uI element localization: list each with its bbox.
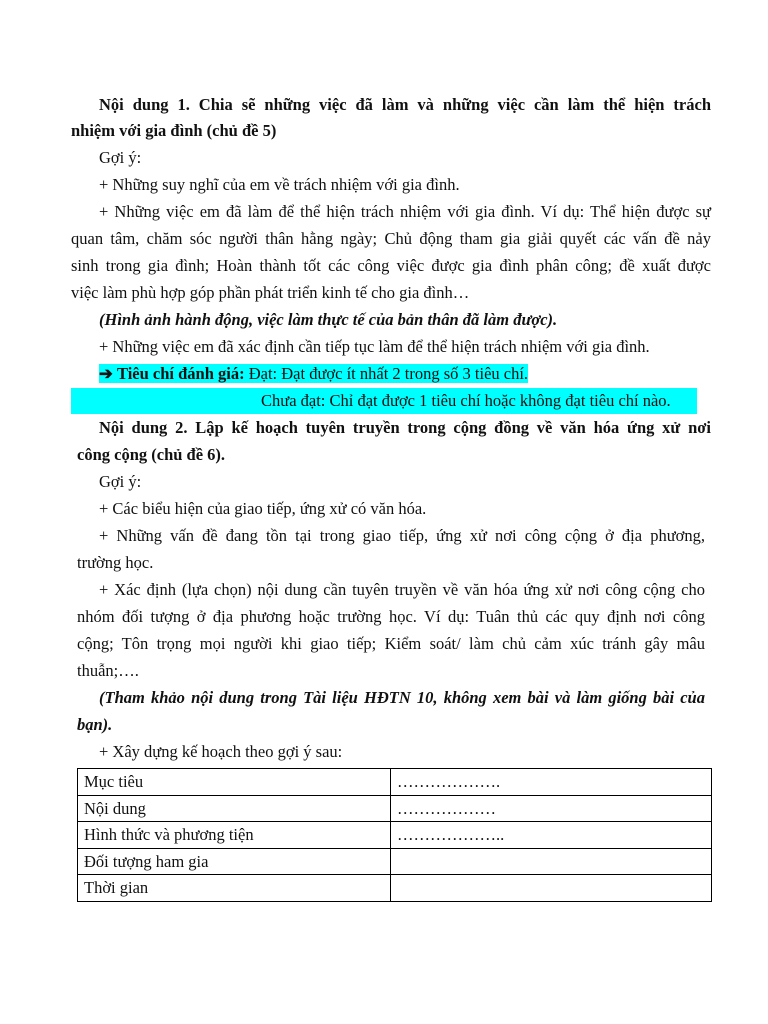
table-cell-label: Đối tượng ham gia: [78, 848, 391, 875]
section2-bullet2-line2: trường học.: [77, 553, 154, 572]
table-cell-value: [391, 848, 712, 875]
table-cell-label: Mục tiêu: [78, 769, 391, 796]
section2-bullet3-line3: cộng; Tôn trọng mọi người khi giao tiếp; Kiểm soát/ làm chủ cảm xúc tránh gây mâu: [77, 634, 705, 653]
section1-bullet2-line3: sinh trong gia đình; Hoàn thành tốt các công việc được gia đình phân công; đề xuất được: [71, 256, 711, 275]
section2-bullet3-line1: + Xác định (lựa chọn) nội dung cần tuyên truyền về văn hóa ứng xử nơi công cộng cho: [99, 580, 705, 599]
section1-bullet1: + Những suy nghĩ của em về trách nhiệm với gia đình.: [99, 175, 460, 194]
table-row: [78, 848, 712, 875]
section1-bullet2-line4: việc làm phù hợp góp phần phát triển kinh tế cho gia đình…: [71, 283, 470, 302]
section2-note-line1: (Tham khảo nội dung trong Tài liệu HĐTN 10, không xem bài và làm giống bài của: [99, 688, 705, 707]
table-row: [78, 795, 712, 822]
section2-hint-label: Gợi ý:: [99, 472, 142, 491]
table-cell-value: ………………: [391, 795, 712, 822]
section2-note-line2: bạn).: [77, 715, 113, 734]
criteria-pass: Đạt: Đạt được ít nhất 2 trong số 3 tiêu chí.: [244, 364, 529, 383]
section1-heading-line1: Nội dung 1. Chia sẽ những việc đã làm và những việc cần làm thể hiện trách: [99, 95, 711, 114]
section1-bullet3: + Những việc em đã xác định cần tiếp tục làm để thể hiện trách nhiệm với gia đình.: [99, 337, 650, 356]
section2-bullet1: + Các biểu hiện của giao tiếp, ứng xử có văn hóa.: [99, 499, 427, 518]
section2-bullet2-line1: + Những vấn đề đang tồn tại trong giao tiếp, ứng xử nơi công cộng ở địa phương,: [99, 526, 705, 545]
section2-bullet3-line4: thuẫn;….: [77, 661, 139, 680]
table-cell-label: Hình thức và phương tiện: [78, 822, 391, 849]
section1-bullet2-line2: quan tâm, chăm sóc người thân hằng ngày; Chủ động tham gia giải quyết các vấn đề nảy: [71, 229, 711, 248]
section2-bullet3-line2: nhóm đối tượng ở địa phương hoặc trường học. Ví dụ: Tuân thủ các quy định nơi công: [77, 607, 705, 626]
section1-note: (Hình ảnh hành động, việc làm thực tế của bản thân đã làm được).: [99, 310, 558, 329]
table-row: [78, 875, 712, 902]
section2-heading-line1: Nội dung 2. Lập kế hoạch tuyên truyền trong cộng đồng về văn hóa ứng xử nơi: [99, 418, 711, 437]
section2-plan-intro: + Xây dựng kế hoạch theo gợi ý sau:: [99, 742, 343, 761]
criteria-row: [99, 361, 528, 387]
table-cell-label: Thời gian: [78, 875, 391, 902]
table-cell-value: [391, 875, 712, 902]
table-cell-value: ………………..: [391, 822, 712, 849]
section1-bullet2-line1: + Những việc em đã làm để thể hiện trách nhiệm với gia đình. Ví dụ: Thể hiện được sự: [99, 202, 711, 221]
table-cell-value: ……………….: [391, 769, 712, 796]
criteria-fail: Chưa đạt: Chỉ đạt được 1 tiêu chí hoặc không đạt tiêu chí nào.: [261, 391, 671, 410]
criteria-label: Tiêu chí đánh giá:: [117, 364, 245, 383]
section1-heading-line2: nhiệm với gia đình (chủ đề 5): [71, 121, 277, 140]
criteria-fail-row: [71, 388, 697, 414]
table-row: [78, 822, 712, 849]
section2-heading-line2: công cộng (chủ đề 6).: [77, 445, 226, 464]
table-row: [78, 769, 712, 796]
plan-table: [77, 768, 712, 902]
criteria-highlight: [99, 364, 528, 383]
table-cell-label: Nội dung: [78, 795, 391, 822]
right-arrow-icon: ➔: [99, 364, 113, 383]
section1-hint-label: Gợi ý:: [99, 148, 142, 167]
